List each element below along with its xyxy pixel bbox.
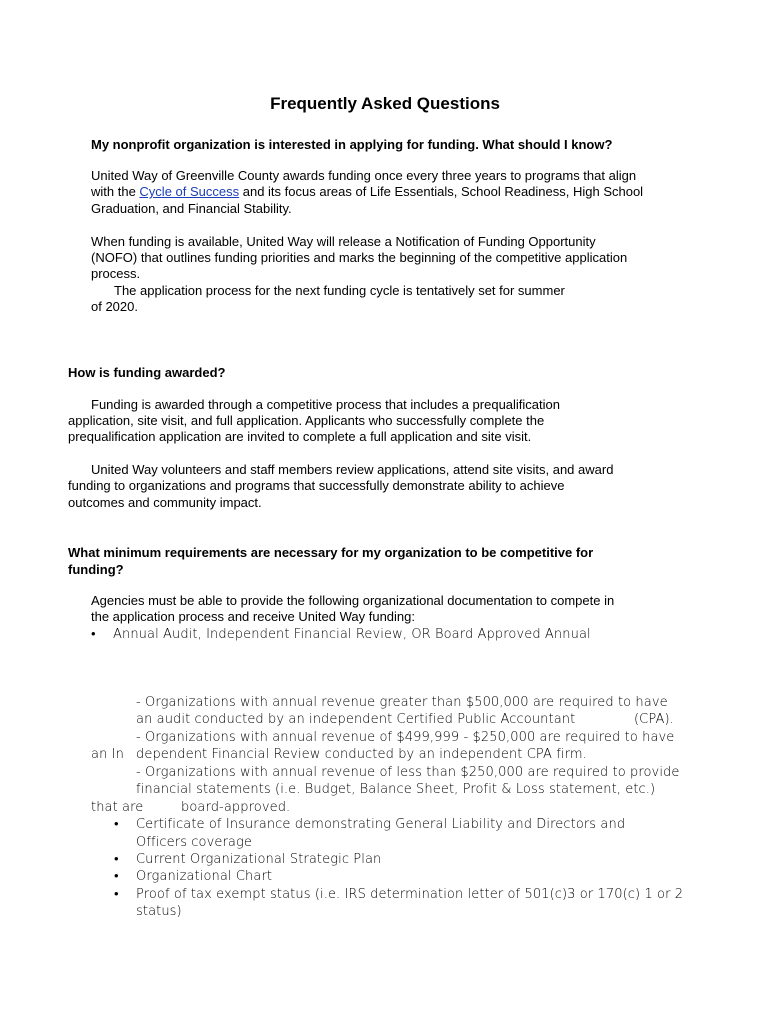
faq-answer-1-p2-line5: of 2020.	[91, 299, 138, 314]
requirement-item-org-chart	[114, 868, 272, 886]
page-title: Frequently Asked Questions	[270, 94, 500, 113]
faq-answer-2-p1-line3: prequalification application are invited to complete a full application and site visit.	[68, 429, 532, 444]
sub-requirement-2-line2a: an In	[91, 747, 124, 762]
faq-answer-3-p1-line2: the application process and receive United Way funding:	[91, 609, 415, 624]
text: Annual Audit, Independent Financial Review, OR Board Approved Annual	[113, 627, 591, 642]
text: Proof of tax exempt status (i.e. IRS determination letter of 501(c)3 or 170(c) 1 or 2	[136, 887, 684, 902]
sub-requirement-3-line3b: board-approved.	[181, 800, 291, 815]
text: Certificate of Insurance demonstrating General Liability and Directors and	[136, 817, 626, 832]
requirement-item-tax-exempt-line2: status)	[136, 904, 182, 919]
faq-question-2: How is funding awarded?	[68, 365, 226, 380]
faq-answer-2-p2-line3: outcomes and community impact.	[68, 495, 262, 510]
faq-question-3-line2: funding?	[68, 562, 124, 577]
sub-requirement-2-line2b: dependent Financial Review conducted by an independent CPA firm.	[136, 747, 587, 762]
bullet: •	[114, 869, 119, 884]
requirement-item-tax-exempt	[114, 886, 683, 904]
requirement-item-strategic-plan	[114, 851, 381, 869]
text: Organizational Chart	[136, 869, 273, 884]
faq-answer-1-p2-line4: The application process for the next funding cycle is tentatively set for summer	[114, 283, 565, 298]
cycle-of-success-link[interactable]: Cycle of Success	[139, 184, 240, 199]
requirement-item-insurance-line2: Officers coverage	[136, 835, 252, 850]
bullet: •	[114, 817, 119, 832]
sub-requirement-2-line1: - Organizations with annual revenue of $499,999 - $250,000 are required to have	[136, 730, 675, 745]
sub-requirement-3-line3a: that are	[91, 800, 144, 815]
requirement-item-audit	[91, 626, 591, 644]
bullet: •	[114, 852, 119, 867]
faq-answer-1-p1-line2	[91, 184, 643, 201]
text: and its focus areas of Life Essentials, School Readiness, High School	[239, 184, 644, 199]
sub-requirement-1-line2a: an audit conducted by an independent Certified Public Accountant	[136, 712, 576, 727]
bullet: •	[91, 627, 96, 642]
faq-question-1: My nonprofit organization is interested in applying for funding. What should I know?	[91, 137, 613, 152]
faq-answer-3-p1-line1: Agencies must be able to provide the following organizational documentation to compete in	[91, 593, 615, 608]
faq-answer-2-p1-line1: Funding is awarded through a competitive process that includes a prequalification	[91, 397, 560, 412]
faq-answer-1-p2-line2: (NOFO) that outlines funding priorities and marks the beginning of the competitive application	[91, 250, 628, 265]
text: with the	[91, 184, 140, 199]
faq-answer-1-p2-line1: When funding is available, United Way will release a Notification of Funding Opportunity	[91, 234, 596, 249]
faq-answer-1-p1-line3: Graduation, and Financial Stability.	[91, 201, 292, 216]
faq-answer-2-p1-line2: application, site visit, and full application. Applicants who successfully complete the	[68, 413, 545, 428]
sub-requirement-1-line1: - Organizations with annual revenue greater than $500,000 are required to have	[136, 695, 668, 710]
faq-answer-2-p2-line1: United Way volunteers and staff members review applications, attend site visits, and award	[91, 462, 614, 477]
faq-answer-2-p2-line2: funding to organizations and programs that successfully demonstrate ability to achieve	[68, 478, 565, 493]
sub-requirement-3-line2: financial statements (i.e. Budget, Balance Sheet, Profit & Loss statement, etc.)	[136, 782, 656, 797]
requirement-item-insurance	[114, 816, 625, 834]
faq-question-3-line1: What minimum requirements are necessary for my organization to be competitive for	[68, 545, 594, 560]
faq-answer-1-p1-line1: United Way of Greenville County awards funding once every three years to programs that align	[91, 168, 637, 183]
sub-requirement-3-line1: - Organizations with annual revenue of less than $250,000 are required to provide	[136, 765, 680, 780]
bullet: •	[114, 887, 119, 902]
sub-requirement-1-line2b: (CPA).	[634, 712, 674, 727]
faq-answer-1-p2-line3: process.	[91, 266, 141, 281]
text: Current Organizational Strategic Plan	[136, 852, 382, 867]
